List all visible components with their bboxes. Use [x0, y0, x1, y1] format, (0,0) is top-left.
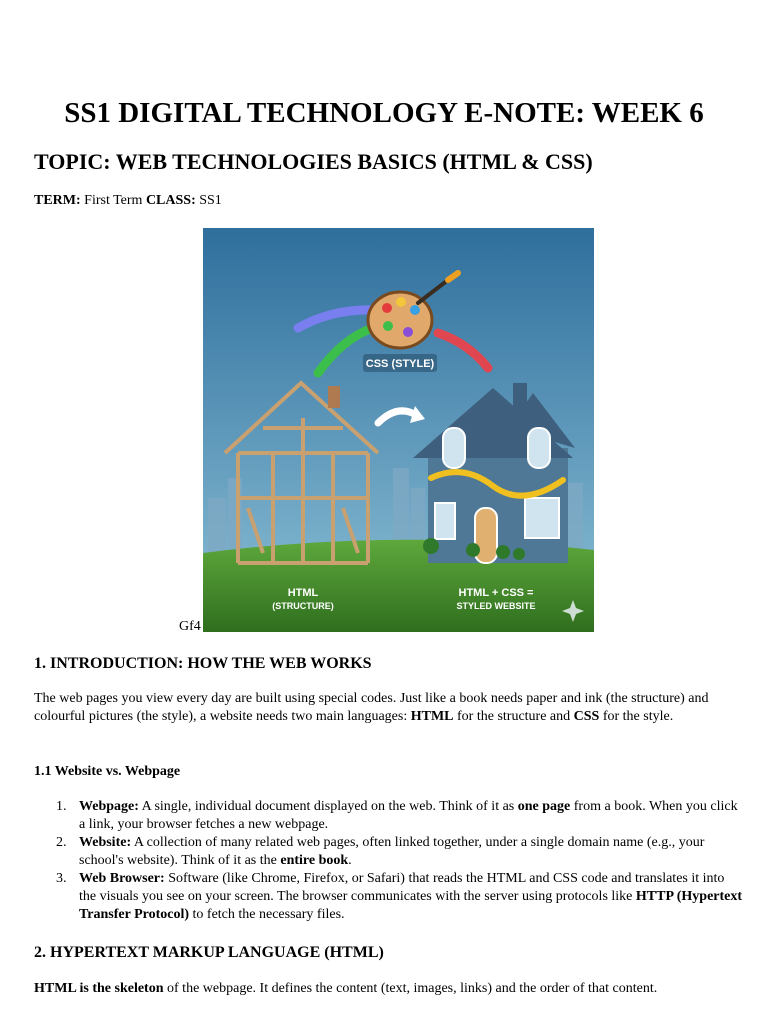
topic-heading: TOPIC: WEB TECHNOLOGIES BASICS (HTML & CSS) — [34, 149, 593, 174]
list-number: 2. — [56, 835, 67, 850]
css-label: CSS (STYLE) — [365, 358, 435, 370]
list-bold: one page — [517, 799, 571, 814]
list-text: . — [348, 853, 352, 868]
intro-text-a: The web pages you view every day are built using special codes. Just like a book needs paper and ink (the structure) and colourful pictures (the style), a website needs two main languages: — [34, 691, 709, 724]
list-term: Webpage: — [79, 799, 139, 814]
definitions-list — [34, 798, 744, 924]
list-text: A single, individual document displayed on the web. Think of it as — [138, 799, 518, 814]
list-text: A collection of many related web pages, often linked together, under a single domain name (e.g., your school's website). Think of it as the — [79, 835, 705, 868]
intro-html-bold: HTML — [410, 709, 454, 724]
list-bold: HTTP (Hypertext Transfer Protocol) — [79, 889, 743, 922]
class-label: CLASS: — [145, 193, 196, 208]
html-lead-paragraph — [34, 980, 738, 998]
list-item — [34, 798, 744, 834]
illustration-svg — [203, 228, 594, 632]
intro-text-b: for the structure and — [453, 709, 574, 724]
list-term: Web Browser: — [79, 871, 165, 886]
intro-text-c: for the style. — [599, 709, 674, 724]
list-text: from a book. When you click a link, your browser fetches a new webpage. — [79, 799, 738, 832]
intro-css-bold: CSS — [573, 709, 600, 724]
term-class-line — [34, 192, 222, 210]
figure-caption: Gf4 — [179, 619, 201, 634]
html-lead-bold: HTML is the skeleton — [34, 981, 164, 996]
intro-paragraph — [34, 690, 738, 726]
list-bold: entire book — [280, 853, 349, 868]
list-text: to fetch the necessary files. — [189, 907, 345, 922]
html-css-illustration — [203, 228, 594, 632]
section1-heading: 1. INTRODUCTION: HOW THE WEB WORKS — [34, 655, 372, 672]
term-value: First Term — [84, 193, 143, 208]
section2-heading: 2. HYPERTEXT MARKUP LANGUAGE (HTML) — [34, 944, 384, 961]
result-sub-label: STYLED WEBSITE — [456, 601, 536, 611]
list-number: 1. — [56, 799, 67, 814]
html-lead-text: of the webpage. It defines the content (text, images, links) and the order of that content. — [163, 981, 658, 996]
result-label: HTML + CSS = — [458, 587, 534, 599]
term-label: TERM: — [34, 193, 81, 208]
list-text: Software (like Chrome, Firefox, or Safari) that reads the HTML and CSS code and translates it into the visuals you see on your screen. The browser communicates with the server using protocols like — [79, 871, 725, 904]
list-number: 3. — [56, 871, 67, 886]
html-sub-label: (STRUCTURE) — [272, 601, 334, 611]
document-title: SS1 DIGITAL TECHNOLOGY E-NOTE: WEEK 6 — [64, 97, 704, 129]
html-label: HTML — [287, 587, 319, 599]
list-item — [34, 870, 744, 924]
class-value: SS1 — [199, 193, 222, 208]
list-item — [34, 834, 744, 870]
subsection-heading: 1.1 Website vs. Webpage — [34, 764, 181, 779]
chimney — [328, 386, 340, 408]
list-term: Website: — [79, 835, 132, 850]
